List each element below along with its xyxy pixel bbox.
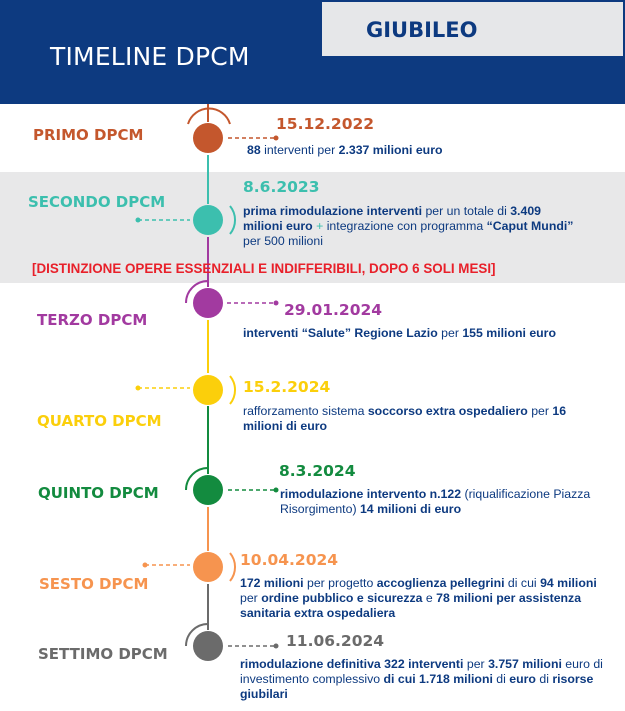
- timeline-node-settimo: [186, 624, 279, 661]
- desc-run: rimodulazione intervento n.122: [280, 487, 462, 501]
- desc-run: 78 milioni per assistenza sanitaria extra ospedaliera: [240, 591, 582, 620]
- label-primo: PRIMO DPCM: [33, 126, 144, 144]
- desc-run: di: [535, 672, 553, 686]
- desc-run: euro: [509, 672, 536, 686]
- desc-run: per: [463, 657, 489, 671]
- desc-run: 2.337 milioni euro: [338, 143, 443, 157]
- page-title: TIMELINE DPCM: [50, 42, 250, 71]
- desc-quinto: [280, 487, 610, 517]
- desc-run: di cui 1.718 milioni: [383, 672, 493, 686]
- desc-run: 172 milioni: [240, 576, 304, 590]
- desc-run: per progetto: [303, 576, 377, 590]
- desc-sesto: [240, 576, 610, 621]
- label-terzo: TERZO DPCM: [37, 311, 148, 329]
- desc-run: 14 milioni di euro: [359, 502, 462, 516]
- desc-run: soccorso extra ospedaliero: [367, 404, 528, 418]
- desc-run: +: [312, 219, 327, 233]
- date-settimo: 11.06.2024: [286, 632, 385, 650]
- desc-run: per: [437, 326, 463, 340]
- desc-secondo: [243, 204, 578, 249]
- desc-run: (riqualificazione Piazza Risorgimento): [280, 487, 591, 516]
- desc-run: di: [492, 672, 510, 686]
- desc-run: 155 milioni euro: [462, 326, 556, 340]
- desc-run: rimodulazione definitiva 322 interventi: [240, 657, 464, 671]
- timeline-node-quarto: [136, 375, 236, 405]
- desc-terzo: [243, 326, 588, 341]
- timeline-node-sesto: [143, 552, 236, 582]
- label-settimo: SETTIMO DPCM: [38, 645, 168, 663]
- timeline-node-terzo: [186, 281, 279, 318]
- label-quinto: QUINTO DPCM: [38, 484, 159, 502]
- date-primo: 15.12.2022: [276, 115, 375, 133]
- timeline-node-quinto: [186, 468, 279, 505]
- desc-run: 88: [247, 143, 261, 157]
- label-secondo: SECONDO DPCM: [28, 193, 166, 211]
- desc-run: 16 milioni di euro: [243, 404, 567, 433]
- desc-quarto: [243, 404, 603, 434]
- desc-primo: [247, 143, 607, 158]
- date-secondo: 8.6.2023: [243, 178, 320, 196]
- desc-run: per: [240, 591, 262, 605]
- desc-run: per 500 milioni: [243, 234, 323, 248]
- desc-run: ordine pubblico e sicurezza: [261, 591, 423, 605]
- desc-run: accoglienza pellegrini: [376, 576, 505, 590]
- desc-run: interventi “Salute” Regione Lazio: [243, 326, 438, 340]
- desc-run: interventi per: [260, 143, 339, 157]
- desc-run: risorse giubilari: [240, 672, 594, 701]
- header-tab-label: GIUBILEO: [366, 18, 478, 42]
- desc-run: e: [422, 591, 437, 605]
- desc-run: prima rimodulazione interventi: [243, 204, 423, 218]
- label-sesto: SESTO DPCM: [39, 575, 149, 593]
- label-quarto: QUARTO DPCM: [37, 412, 162, 430]
- desc-run: 3.757 milioni: [488, 657, 562, 671]
- date-terzo: 29.01.2024: [284, 301, 383, 319]
- note-banner: [DISTINZIONE OPERE ESSENZIALI E INDIFFERIBILI, DOPO 6 SOLI MESI]: [32, 261, 496, 276]
- desc-run: per un totale di: [422, 204, 511, 218]
- desc-run: per: [527, 404, 553, 418]
- desc-run: integrazione con programma: [326, 219, 487, 233]
- desc-settimo: [240, 657, 610, 702]
- desc-run: 94 milioni: [540, 576, 597, 590]
- desc-run: “Caput Mundi”: [486, 219, 574, 233]
- desc-run: euro di investimento complessivo: [240, 657, 603, 686]
- date-quarto: 15.2.2024: [243, 378, 331, 396]
- date-quinto: 8.3.2024: [279, 462, 356, 480]
- date-sesto: 10.04.2024: [240, 551, 339, 569]
- desc-run: 3.409 milioni euro: [243, 204, 541, 233]
- desc-run: rafforzamento sistema: [243, 404, 368, 418]
- desc-run: di cui: [504, 576, 541, 590]
